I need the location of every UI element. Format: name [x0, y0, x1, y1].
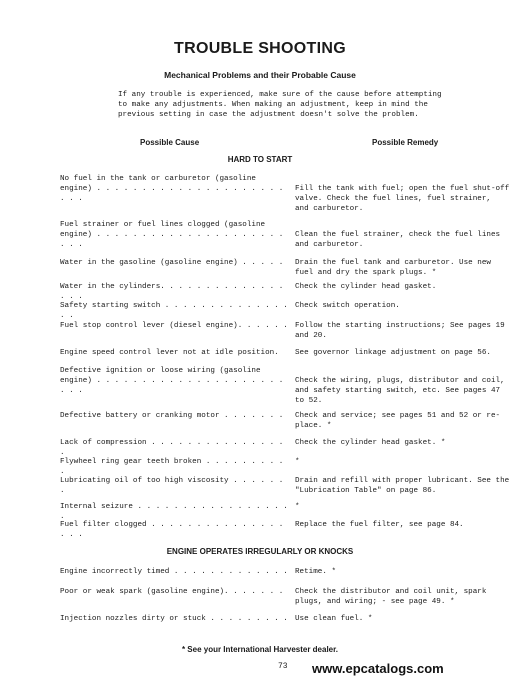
cause-item: Engine speed control lever not at idle position. [60, 349, 279, 357]
cause-item: Defective ignition or loose wiring (gasoline engine) . . . . . . . . . . . . . . . . . . . . . . . . [60, 367, 284, 395]
cause-item: Water in the cylinders. . . . . . . . . . . . . . . . . [60, 283, 288, 301]
cause-item: No fuel in the tank or carburetor (gasoline engine) . . . . . . . . . . . . . . . . . . . . . . . . [60, 175, 284, 203]
cause-item: Poor or weak spark (gasoline engine). . . . . . . [60, 588, 284, 596]
footnote: * See your International Harvester dealer. [181, 645, 339, 654]
watermark: www.epcatalogs.com [312, 661, 444, 676]
remedy-item: * [295, 503, 300, 511]
remedy-item: Check switch operation. [295, 302, 400, 310]
cause-item: Fuel filter clogged . . . . . . . . . . . . . . . . . . [60, 521, 288, 539]
cause-item: Fuel strainer or fuel lines clogged (gasoline engine) . . . . . . . . . . . . . . . . . . . . . . . . [60, 221, 284, 249]
cause-item: Flywheel ring gear teeth broken . . . . . . . . . . [60, 458, 288, 476]
page-number: 73 [278, 662, 288, 671]
cause-item: Lubricating oil of too high viscosity . . . . . . . [60, 477, 288, 495]
section-heading-irregular-knocks: ENGINE OPERATES IRREGULARLY OR KNOCKS [166, 547, 354, 556]
remedy-item: Check the wiring, plugs, distributor and coil, and safety starting switch, etc. See pages 47 to 52. [295, 377, 505, 405]
column-header-cause: Possible Cause [140, 138, 200, 147]
remedy-item: Drain and refill with proper lubricant. See the "Lubrication Table" on page 86. [295, 477, 510, 495]
page-title: TROUBLE SHOOTING [174, 40, 346, 57]
remedy-item: See governor linkage adjustment on page 56. [295, 349, 491, 357]
remedy-item: Replace the fuel filter, see page 84. [295, 521, 464, 529]
cause-item: Internal seizure . . . . . . . . . . . . . . . . . . [60, 503, 293, 521]
cause-item: Lack of compression . . . . . . . . . . . . . . . . [60, 439, 288, 457]
cause-item: Safety starting switch . . . . . . . . . . . . . . . . [60, 302, 293, 320]
intro-paragraph: If any trouble is experienced, make sure of the cause before attempting to make any adjustments. When making an adjustment, keep in mind the previous setting in case the adjustment doesn't solve the problem. [118, 91, 442, 119]
remedy-item: Drain the fuel tank and carburetor. Use new fuel and dry the spark plugs. * [295, 259, 491, 277]
remedy-item: Follow the starting instructions; See pages 19 and 20. [295, 322, 505, 340]
remedy-item: Check the cylinder head gasket. [295, 283, 437, 291]
remedy-item: * [295, 458, 300, 466]
section-heading-hard-to-start: HARD TO START [227, 155, 293, 164]
remedy-item: Check the cylinder head gasket. * [295, 439, 446, 447]
cause-item: Fuel stop control lever (diesel engine). . . . . . [60, 322, 288, 330]
cause-item: Injection nozzles dirty or stuck . . . . . . . . . [60, 615, 288, 623]
remedy-item: Check and service; see pages 51 and 52 or re- place. * [295, 412, 501, 430]
remedy-item: Use clean fuel. * [295, 615, 373, 623]
column-header-remedy: Possible Remedy [372, 138, 439, 147]
page-subtitle: Mechanical Problems and their Probable Cause [164, 70, 356, 80]
remedy-item: Clean the fuel strainer, check the fuel lines and carburetor. [295, 231, 501, 249]
cause-item: Defective battery or cranking motor . . . . . . . [60, 412, 284, 420]
cause-item: Engine incorrectly timed . . . . . . . . . . . . . [60, 568, 288, 576]
remedy-item: Check the distributor and coil unit, spark plugs, and wiring; - see page 49. * [295, 588, 487, 606]
cause-item: Water in the gasoline (gasoline engine) . . . . . [60, 259, 284, 267]
remedy-item: Fill the tank with fuel; open the fuel shut-off valve. Check the fuel lines, fuel strainer, and carburetor. [295, 185, 510, 213]
remedy-item: Retime. * [295, 568, 337, 576]
